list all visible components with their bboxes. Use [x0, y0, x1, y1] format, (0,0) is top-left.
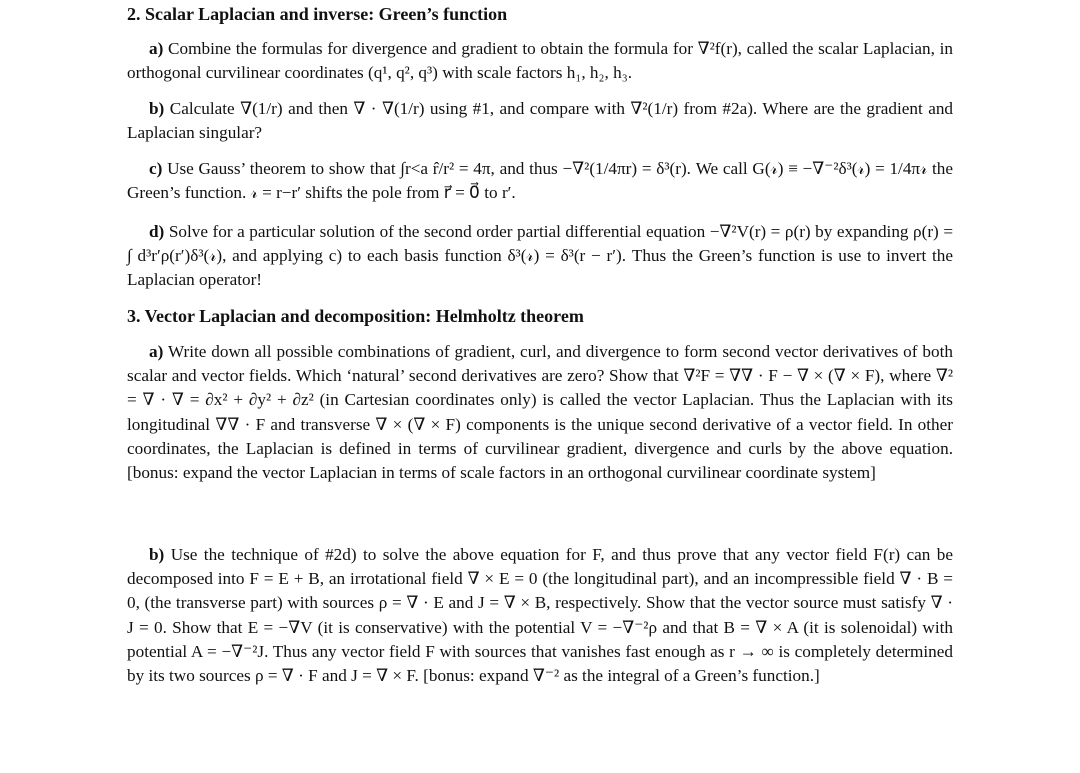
part-text: Use Gauss’ theorem to show that ∫r<a r̂/r² = 4π, and thus −∇²(1/4πr) = δ³(r). We call G(𝓇) ≡ −∇⁻²δ³(𝓇) = 1/4π𝓇 the Green’s function. 𝓇 = r−r′ shifts the pole from r⃗ = 0⃗ to r′. — [127, 159, 953, 203]
part-label: b) — [149, 545, 165, 564]
part-label: c) — [149, 159, 163, 178]
part-label: d) — [149, 222, 165, 241]
part-text: Solve for a particular solution of the second order partial differential equation −∇²V(r) = ρ(r) by expanding ρ(r) = ∫ d³r′ρ(r′)δ³(𝓇), and applying c) to each basis function δ³(𝓇) = δ³(r − r′). Thus the Green’s function is use to invert the Laplacian operator! — [127, 222, 954, 290]
problem-3a — [127, 340, 953, 485]
part-text: Calculate ∇(1/r) and then ∇ · ∇(1/r) using #1, and compare with ∇²(1/r) from #2a). Where are the gradient and Laplacian singular? — [127, 99, 954, 143]
part-text: Write down all possible combinations of gradient, curl, and divergence to form second vector derivatives of both scalar and vector fields. Which ‘natural’ second derivatives are zero? Show that ∇²F = ∇∇ · F − ∇ × (∇ × F), where ∇² = ∇ · ∇ = ∂x² + ∂y² + ∂z² (in Cartesian coordinates only) is called the vector Laplacian. Thus the Laplacian with its longitudinal ∇∇ · F and transverse ∇ × (∇ × F) components is the unique second derivative of a vector field. In other coordinates, the Laplacian is defined in terms of curvilinear gradient, divergence and curls by the above equation. [bonus: expand the vector Laplacian in terms of scale factors in an orthogonal curvilinear coordinate system] — [127, 342, 953, 483]
problem-2d — [127, 220, 953, 293]
part-label: a) — [149, 342, 164, 361]
problem-3b — [127, 543, 953, 688]
part-label: a) — [149, 39, 164, 58]
section-heading-2: 2. Scalar Laplacian and inverse: Green’s function — [127, 4, 508, 24]
problem-2c — [127, 157, 953, 205]
part-text: Use the technique of #2d) to solve the above equation for F, and thus prove that any vector field F(r) can be decomposed into F = E + B, an irrotational field ∇ × E = 0 (the longitudinal part), and an incompressible field ∇ · B = 0, (the transverse part) with sources ρ = ∇ · E and J = ∇ × B, respectively. Show that the vector source must satisfy ∇ · J = 0. Show that E = −∇V (it is conservative) with the potential V = −∇⁻²ρ and that B = ∇ × A (it is solenoidal) with potential A = −∇⁻²J. Thus any vector field F with sources that vanishes fast enough as r → ∞ is completely determined by its two sources ρ = ∇ · F and J = ∇ × F. [bonus: expand ∇⁻² as the integral of a Green’s function.] — [127, 545, 953, 686]
part-text: Combine the formulas for divergence and gradient to obtain the formula for ∇²f(r), called the scalar Laplacian, in orthogonal curvilinear coordinates (q¹, q², q³) with scale factors h₁, h₂, h₃. — [127, 39, 954, 83]
part-label: b) — [149, 99, 165, 118]
problem-2b — [127, 97, 953, 145]
section-heading-3: 3. Vector Laplacian and decomposition: Helmholtz theorem — [127, 306, 584, 326]
problem-2a — [127, 37, 953, 85]
